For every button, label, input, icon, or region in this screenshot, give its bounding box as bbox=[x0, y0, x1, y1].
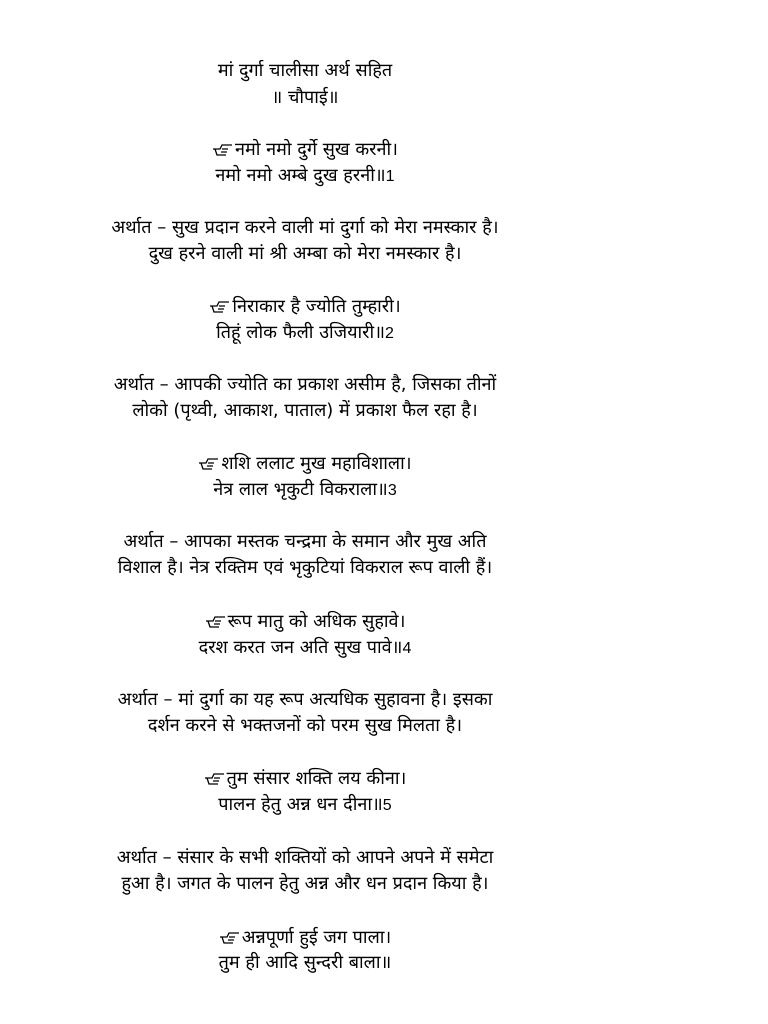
verse-5-meaning-1: अर्थात – संसार के सभी शक्तियों को आपने अपने में समेटा bbox=[116, 847, 494, 868]
verse-1-meaning-1: अर्थात – सुख प्रदान करने वाली मां दुर्गा को मेरा नमस्कार है। bbox=[111, 217, 499, 238]
verse-1-line-2 bbox=[0, 163, 610, 190]
verse-number: 5 bbox=[382, 797, 392, 814]
document-title: मां दुर्गा चालीसा अर्थ सहित bbox=[217, 60, 393, 81]
verse-3-line-2 bbox=[0, 477, 610, 504]
verse-4-line-1 bbox=[0, 609, 610, 635]
verse-6-line-1 bbox=[0, 925, 610, 951]
verse-text: नमो नमो अम्बे दुख हरनी॥ bbox=[215, 165, 386, 186]
verse-2-meaning-1: अर्थात – आपकी ज्योति का प्रकाश असीम है, जिसका तीनों bbox=[113, 374, 497, 395]
verse-text: दरश करत जन अति सुख पावे॥ bbox=[198, 637, 403, 658]
verse-text: अन्नपूर्णा हुई जग पाला। bbox=[241, 927, 392, 948]
verse-3-meaning-1: अर्थात – आपका मस्तक चन्द्रमा के समान और मुख अति bbox=[123, 531, 487, 552]
pointing-hand-icon bbox=[219, 930, 241, 944]
verse-number: 4 bbox=[402, 640, 412, 657]
pointing-hand-icon bbox=[212, 142, 234, 156]
verse-2-line-1 bbox=[0, 294, 610, 320]
verse-2-line-2 bbox=[0, 320, 610, 347]
verse-6-line-2 bbox=[0, 950, 610, 976]
pointing-hand-icon bbox=[205, 614, 227, 628]
verse-4-meaning-1: अर्थात – मां दुर्गा का यह रूप अत्यधिक सुहावना है। इसका bbox=[117, 689, 493, 710]
verse-2-meaning-2: लोको (पृथ्वी, आकाश, पाताल) में प्रकाश फैल रहा है। bbox=[132, 400, 478, 421]
verse-text: रूप मातु को अधिक सुहावे। bbox=[227, 611, 406, 632]
pointing-hand-icon bbox=[204, 771, 226, 785]
verse-5-line-1 bbox=[0, 766, 610, 792]
verse-text: नेत्र लाल भृकुटी विकराला॥ bbox=[213, 479, 388, 500]
verse-text: नमो नमो दुर्गे सुख करनी। bbox=[235, 139, 398, 160]
section-heading: ॥ चौपाई॥ bbox=[271, 87, 339, 108]
verse-text: तुम ही आदि सुन्दरी बाला॥ bbox=[218, 952, 392, 973]
verse-4-line-2 bbox=[0, 635, 610, 662]
verse-3-meaning-2: विशाल है। नेत्र रक्तिम एवं भृकुटियां विकराल रूप वाली हैं। bbox=[117, 557, 493, 578]
verse-text: शशि ललाट मुख महाविशाला। bbox=[221, 453, 412, 474]
verse-text: तुम संसार शक्ति लय कीना। bbox=[226, 768, 407, 789]
pointing-hand-icon bbox=[198, 456, 220, 470]
verse-text: तिहूं लोक फैली उजियारी॥ bbox=[216, 322, 385, 343]
verse-5-line-2 bbox=[0, 792, 610, 819]
verse-1-meaning-2: दुख हरने वाली मां श्री अम्बा को मेरा नमस्कार है। bbox=[148, 243, 462, 264]
verse-number: 1 bbox=[385, 168, 395, 185]
verse-number: 3 bbox=[387, 482, 397, 499]
verse-text: निराकार है ज्योति तुम्हारी। bbox=[232, 296, 401, 317]
verse-3-line-1 bbox=[0, 451, 610, 477]
verse-1-line-1 bbox=[0, 137, 610, 163]
verse-number: 2 bbox=[384, 325, 394, 342]
pointing-hand-icon bbox=[209, 299, 231, 313]
verse-4-meaning-2: दर्शन करने से भक्तजनों को परम सुख मिलता है। bbox=[147, 715, 463, 736]
verse-5-meaning-2: हुआ है। जगत के पालन हेतु अन्न और धन प्रदान किया है। bbox=[121, 873, 489, 894]
verse-text: पालन हेतु अन्न धन दीना॥ bbox=[218, 794, 383, 815]
